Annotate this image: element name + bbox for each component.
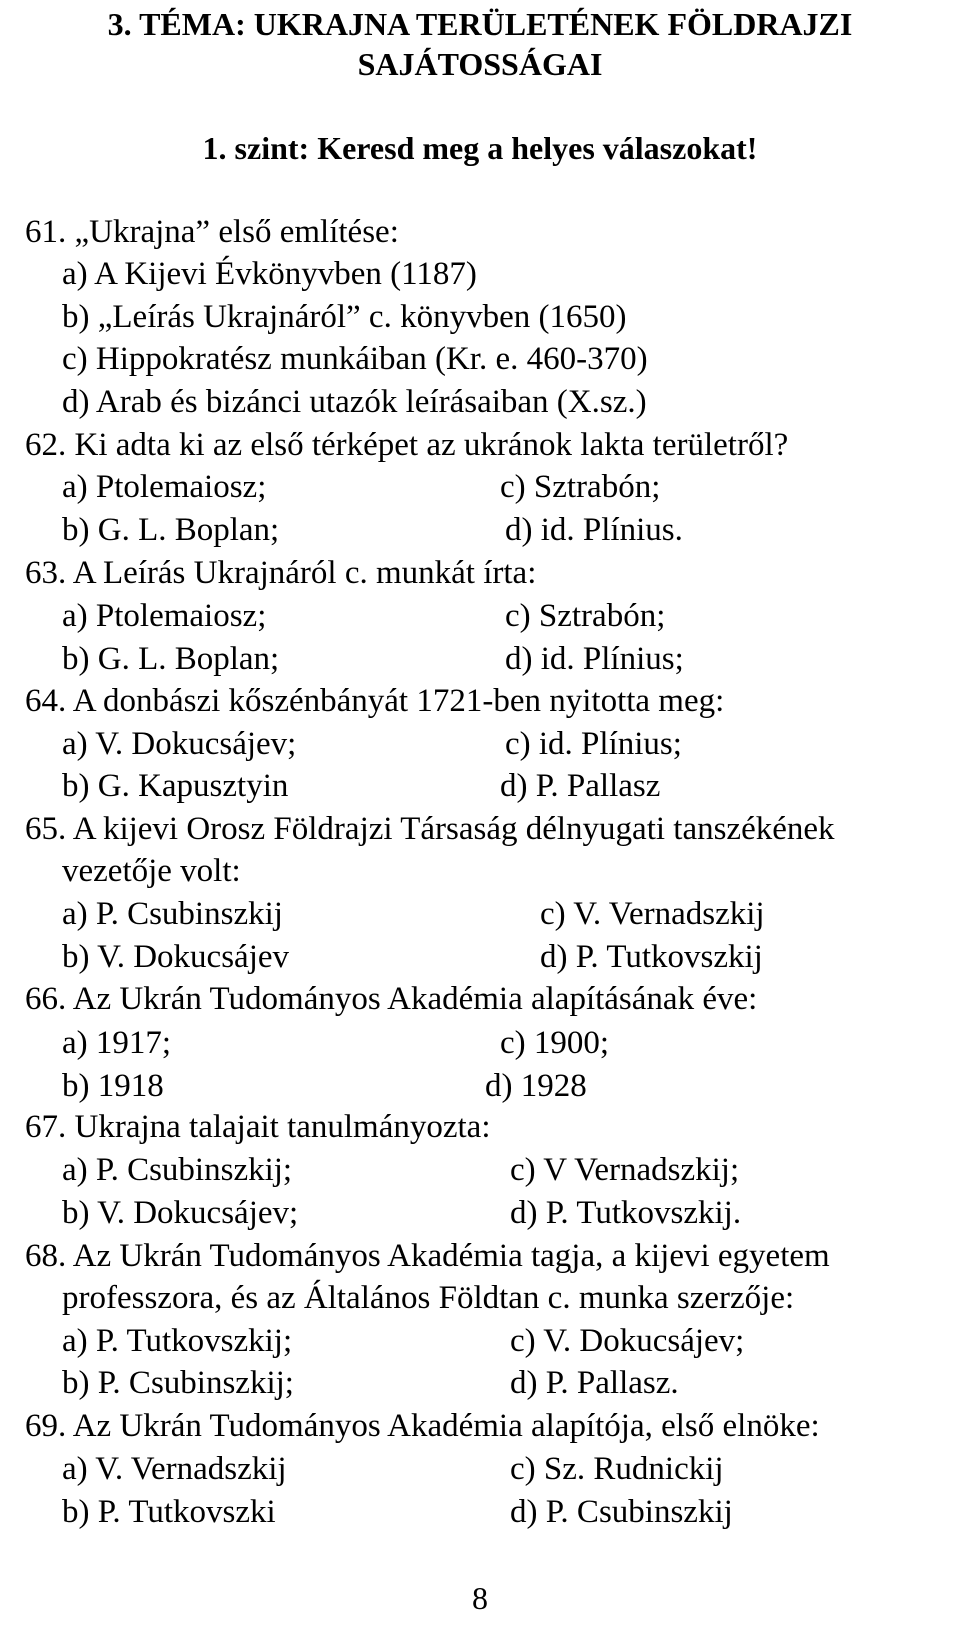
option-66-b: b) 1918 [62, 1068, 164, 1104]
option-64-d: d) P. Pallasz [500, 768, 661, 804]
page-title-line2: SAJÁTOSSÁGAI [357, 46, 603, 82]
page-title-line1: 3. TÉMA: UKRAJNA TERÜLETÉNEK FÖLDRAJZI [107, 6, 853, 42]
question-number: 65. [25, 811, 67, 847]
option-63-b: b) G. L. Boplan; [62, 641, 280, 677]
question-61 [25, 212, 399, 252]
question-text: Az Ukrán Tudományos Akadémia alapítója, első elnöke: [72, 1408, 820, 1444]
option-65-b: b) V. Dokucsájev [62, 939, 290, 975]
option-69-d: d) P. Csubinszkij [510, 1494, 733, 1530]
question-68-continuation: professzora, és az Általános Földtan c. munka szerzője: [62, 1280, 795, 1316]
page-number: 8 [472, 1580, 488, 1616]
option-68-a: a) P. Tutkovszkij; [62, 1323, 293, 1359]
option-61-b: b) „Leírás Ukrajnáról” c. könyvben (1650) [62, 299, 627, 335]
question-text: A kijevi Orosz Földrajzi Társaság délnyugati tanszékének [72, 811, 835, 847]
option-64-b: b) G. Kapusztyin [62, 768, 289, 804]
option-63-a: a) Ptolemaiosz; [62, 598, 267, 634]
question-number: 63. [25, 555, 67, 591]
option-64-a: a) V. Dokucsájev; [62, 726, 297, 762]
question-69 [25, 1406, 820, 1446]
option-64-c: c) id. Plínius; [505, 726, 682, 762]
option-61-c: c) Hippokratész munkáiban (Kr. e. 460-370) [62, 341, 648, 377]
option-65-a: a) P. Csubinszkij [62, 896, 283, 932]
question-68 [25, 1236, 830, 1276]
question-text: A donbászi kőszénbányát 1721-ben nyitotta meg: [72, 683, 725, 719]
option-69-c: c) Sz. Rudnickij [510, 1451, 724, 1487]
question-67 [25, 1107, 491, 1147]
option-61-a: a) A Kijevi Évkönyvben (1187) [62, 256, 477, 292]
option-68-d: d) P. Pallasz. [510, 1365, 679, 1401]
question-text: Ki adta ki az első térképet az ukránok lakta területről? [74, 427, 789, 463]
option-63-c: c) Sztrabón; [505, 598, 666, 634]
question-text: Az Ukrán Tudományos Akadémia alapításának éve: [72, 981, 758, 1017]
option-62-a: a) Ptolemaiosz; [62, 469, 267, 505]
option-69-a: a) V. Vernadszkij [62, 1451, 287, 1487]
option-67-c: c) V Vernadszkij; [510, 1152, 740, 1188]
question-text: A Leírás Ukrajnáról c. munkát írta: [72, 555, 537, 591]
question-66 [25, 979, 757, 1019]
question-text: Az Ukrán Tudományos Akadémia tagja, a kijevi egyetem [72, 1238, 830, 1274]
option-62-c: c) Sztrabón; [500, 469, 661, 505]
question-text: „Ukrajna” első említése: [74, 214, 399, 250]
question-number: 68. [25, 1238, 67, 1274]
question-number: 61. [25, 214, 67, 250]
question-number: 64. [25, 683, 67, 719]
option-66-c: c) 1900; [500, 1025, 610, 1061]
option-62-b: b) G. L. Boplan; [62, 512, 280, 548]
option-65-d: d) P. Tutkovszkij [540, 939, 763, 975]
option-68-b: b) P. Csubinszkij; [62, 1365, 294, 1401]
option-66-d: d) 1928 [485, 1068, 587, 1104]
option-66-a: a) 1917; [62, 1025, 172, 1061]
question-number: 62. [25, 427, 67, 463]
option-62-d: d) id. Plínius. [505, 512, 683, 548]
question-63 [25, 553, 536, 593]
option-65-c: c) V. Vernadszkij [540, 896, 765, 932]
option-63-d: d) id. Plínius; [505, 641, 684, 677]
question-62 [25, 425, 788, 465]
level-heading: 1. szint: Keresd meg a helyes válaszokat! [202, 130, 758, 166]
option-69-b: b) P. Tutkovszki [62, 1494, 276, 1530]
question-number: 67. [25, 1109, 67, 1145]
option-67-a: a) P. Csubinszkij; [62, 1152, 293, 1188]
question-65 [25, 809, 835, 849]
question-64 [25, 681, 724, 721]
question-number: 66. [25, 981, 67, 1017]
option-67-d: d) P. Tutkovszkij. [510, 1195, 742, 1231]
question-65-continuation: vezetője volt: [62, 853, 241, 889]
option-67-b: b) V. Dokucsájev; [62, 1195, 299, 1231]
question-text: Ukrajna talajait tanulmányozta: [74, 1109, 491, 1145]
question-number: 69. [25, 1408, 67, 1444]
option-61-d: d) Arab és bizánci utazók leírásaiban (X.sz.) [62, 384, 647, 420]
option-68-c: c) V. Dokucsájev; [510, 1323, 745, 1359]
